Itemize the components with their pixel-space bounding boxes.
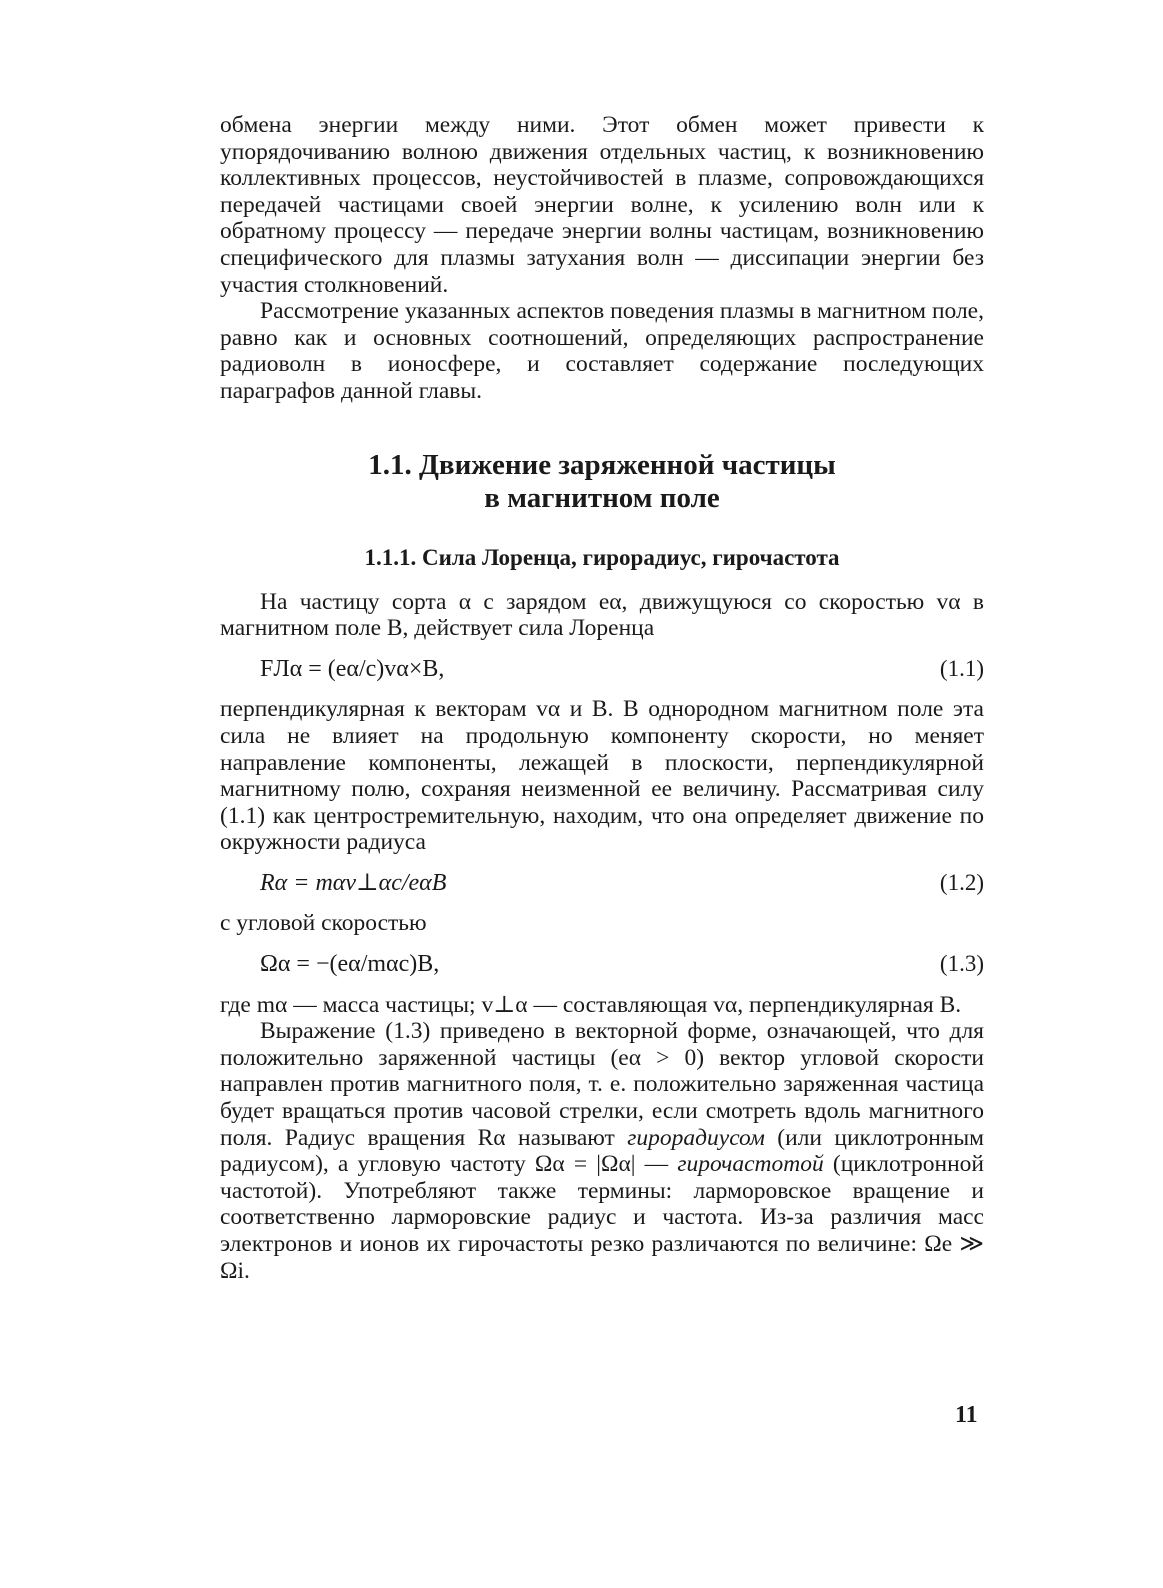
equation-number: (1.1) [939, 655, 984, 681]
section-heading-line-2: в магнитном поле [484, 481, 720, 514]
equation-1-3 [220, 951, 984, 978]
equation-formula: Ωα = −(eα/mαc)B, [260, 951, 440, 978]
text-column [220, 112, 984, 1284]
section-heading [220, 449, 984, 515]
equation-formula: FЛα = (eα/c)vα×B, [260, 655, 445, 682]
body-paragraph-lorentz: На частицу сорта α с зарядом eα, движущуюся со скоростью vα в магнитном поле B, действует сила Лоренца [220, 588, 984, 642]
equation-number: (1.3) [939, 951, 984, 977]
paragraph-text: Выражение (1.3) приведено в векторной форме, означающей, что для положительно заряженной частицы (eα > 0) вектор угловой скорости направлен против магнитного поля, т. е. положительно заряженная частица будет вращаться против часовой стрелки, если смотреть вдоль магнитного поля. Радиус вращения Rα называют [220, 1018, 984, 1151]
equation-formula: Rα = mαv⊥αc/eαB [260, 869, 447, 896]
page-number: 11 [955, 1402, 978, 1428]
paragraph-text: (или циклотронным радиусом), а угловую частоту Ωα = |Ωα| — [220, 1124, 985, 1178]
body-paragraph-vector-form [220, 1018, 984, 1284]
body-paragraph-mass: где mα — масса частицы; v⊥α — составляющая vα, перпендикулярная B. [220, 991, 962, 1018]
equation-number: (1.2) [939, 869, 984, 895]
body-paragraph-angular: с угловой скоростью [220, 910, 427, 937]
intro-paragraph-1: обмена энергии между ними. Этот обмен может привести к упорядочиванию волною движения отдельных частиц, к возникновению коллективных процессов, неустойчивостей в плазме, сопровождающихся передачей частицами своей энергии волне, к усилению волн или к обратному процессу — передаче энергии волны частицам, возникновению специфического для плазмы затухания волн — диссипации энергии без участия столкновений. [220, 112, 984, 298]
equation-1-1 [220, 656, 984, 683]
term-gyroradius: гирорадиусом [627, 1124, 765, 1151]
equation-1-2 [220, 870, 984, 897]
body-paragraph-perpendicular: перпендикулярная к векторам vα и B. В однородном магнитном поле эта сила не влияет на продольную компоненту скорости, но меняет направление компоненты, лежащей в плоскости, перпендикулярной магнитному полю, сохраняя неизменной ее величину. Рассматривая силу (1.1) как центростремительную, находим, что она определяет движение по окружности радиуса [220, 696, 984, 856]
term-gyrofrequency: гирочастотой [677, 1151, 824, 1178]
section-heading-line-1: 1.1. Движение заряженной частицы [368, 448, 836, 481]
intro-paragraph-2: Рассмотрение указанных аспектов поведения плазмы в магнитном поле, равно как и основных соотношений, определяющих распространение радиоволн в ионосфере, и составляет содержание последующих параграфов данной главы. [220, 298, 984, 404]
paragraph-text: (циклотронной частотой). Употребляют также термины: ларморовское вращение и соответственно ларморовские радиус и частота. Из-за различия масс электронов и ионов их гирочастоты резко различаются по величине: Ωe ≫ Ωi. [220, 1151, 984, 1284]
subsection-heading: 1.1.1. Сила Лоренца, гирорадиус, гирочастота [364, 544, 840, 570]
